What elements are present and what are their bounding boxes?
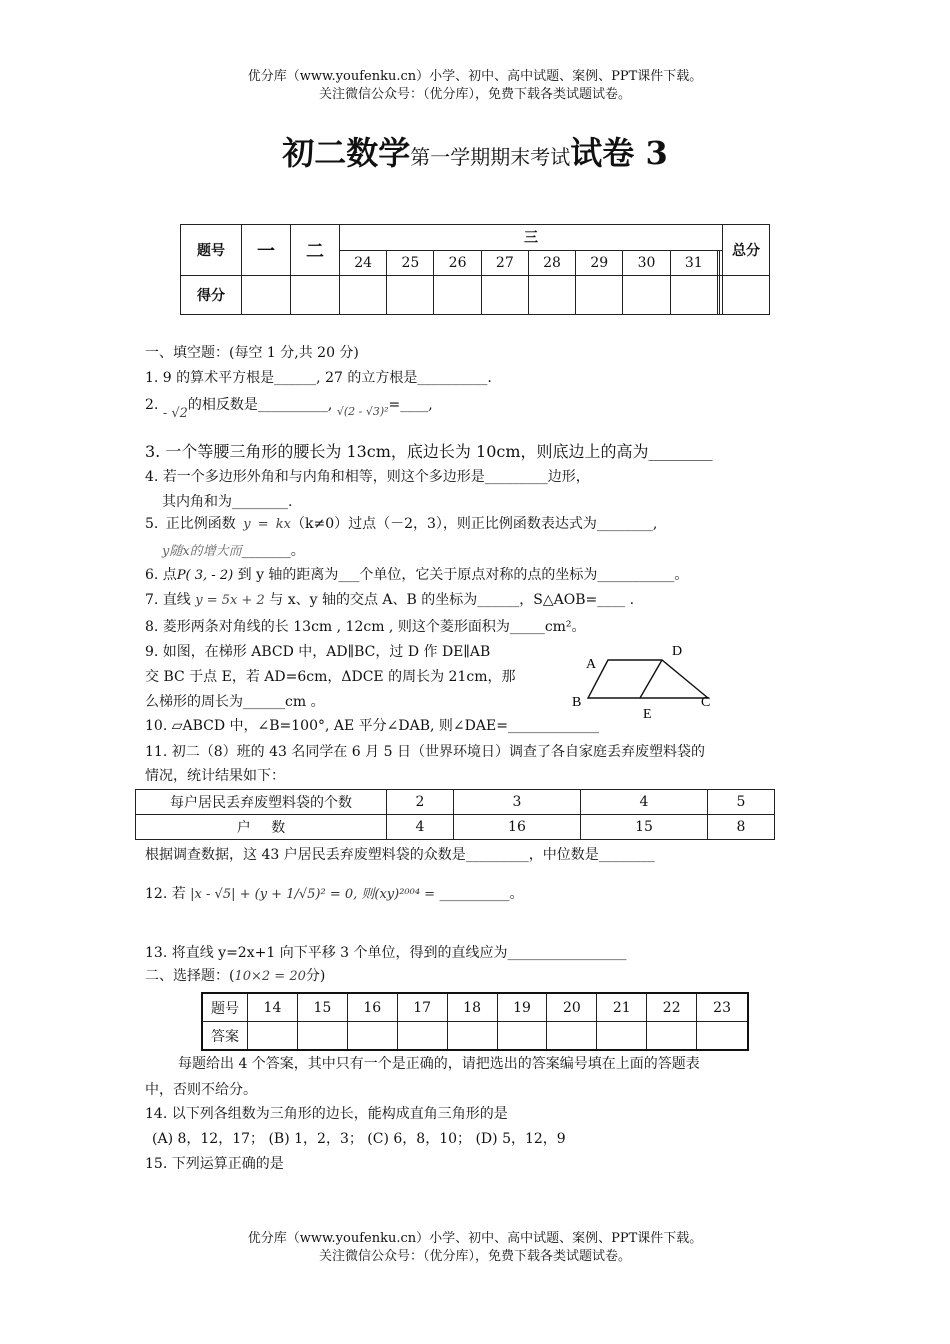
ans-tihao: 题号 [202,993,248,1022]
instruction-2: 中，否则不给分。 [145,1082,257,1098]
score-cell [623,276,670,315]
ans-num: 23 [697,993,748,1022]
question-5a: 5. 正比例函数 y = kx（k≠0）过点（－2，3），则正比例函数表达式为________, [145,516,658,532]
ans-num: 18 [447,993,497,1022]
survey-cell: 15 [580,815,707,840]
ans-cell[interactable] [497,1022,547,1051]
question-8: 8. 菱形两条对角线的长 13cm , 12cm , 则这个菱形面积为_____cm²。 [145,619,586,635]
ans-cell[interactable] [347,1022,397,1051]
score-num: 25 [387,250,434,276]
survey-cell: 8 [708,815,775,840]
score-num: 30 [623,250,670,276]
ans-num: 15 [297,993,347,1022]
ans-cell[interactable] [397,1022,447,1051]
score-san: 三 [340,225,723,251]
section-1-title: 一、填空题：(每空 1 分,共 20 分) [145,345,359,361]
question-4a: 4. 若一个多边形外角和与内角和相等，则这个多边形是_________边形， [145,469,590,485]
question-6: 6. 点P( 3, - 2) 到 y 轴的距离为___个单位，它关于原点对称的点的坐标为___________。 [145,567,689,583]
survey-cell: 2 [387,790,454,815]
question-11c: 根据调查数据，这 43 户居民丢弃废塑料袋的众数是_________，中位数是________ [145,847,655,863]
ans-num: 16 [347,993,397,1022]
ans-num: 19 [497,993,547,1022]
footer-line-1: 优分库（www.youfenku.cn）小学、初中、高中试题、案例、PPT课件下载。 [247,1231,703,1246]
score-yi: 一 [242,225,291,276]
score-zongfen: 总分 [723,225,770,276]
ans-cell[interactable] [447,1022,497,1051]
question-3: 3. 一个等腰三角形的腰长为 13cm，底边长为 10cm，则底边上的高为________ [145,442,713,461]
question-7: 7. 直线 y = 5x + 2 与 x、y 轴的交点 A、B 的坐标为______，S△AOB=____ . [145,592,635,608]
score-cell [576,276,623,315]
ans-num: 20 [547,993,597,1022]
answer-table [201,992,749,1051]
survey-cell: 3 [453,790,580,815]
trapezoid-shape [588,660,708,698]
label-a: A [586,657,597,672]
question-9b: 交 BC 于点 E，若 AD=6cm，ΔDCE 的周长为 21cm，那 [145,669,516,685]
score-num: 31 [670,250,717,276]
score-cell [723,276,770,315]
score-num: 26 [434,250,481,276]
score-cell [387,276,434,315]
ans-cell[interactable] [697,1022,748,1051]
score-num: 28 [528,250,575,276]
score-cell [242,276,291,315]
ans-cell[interactable] [297,1022,347,1051]
header-line-1: 优分库（www.youfenku.cn）小学、初中、高中试题、案例、PPT课件下载。 [247,69,703,84]
ans-num: 14 [248,993,298,1022]
score-cell [340,276,387,315]
question-4b: 其内角和为________. [162,494,293,510]
question-11a: 11. 初二（8）班的 43 名同学在 6 月 5 日（世界环境日）调查了各自家庭丢弃废塑料袋的 [145,744,705,760]
score-num: 27 [481,250,528,276]
header-line-2: 关注微信公众号：（优分库），免费下载各类试题试卷。 [318,87,631,102]
survey-table [135,789,775,840]
score-cell [481,276,528,315]
question-1: 1. 9 的算术平方根是______, 27 的立方根是__________. [145,370,492,386]
ans-cell[interactable] [647,1022,697,1051]
label-b: B [572,695,582,710]
survey-cell: 16 [453,815,580,840]
question-9c: 么梯形的周长为______cm 。 [145,694,325,710]
question-12: 12. 若 |x - √5| + (y + 1/√5)² = 0, 则(xy)²⁰⁰⁴ = __________。 [145,886,524,902]
survey-header: 户 数 [136,815,387,840]
ans-num: 21 [597,993,647,1022]
footer-line-2: 关注微信公众号：（优分库），免费下载各类试题试卷。 [318,1249,631,1264]
instruction-1: 每题给出 4 个答案，其中只有一个是正确的，请把选出的答案编号填在上面的答题表 [178,1056,700,1072]
score-er: 二 [291,225,340,276]
score-cell [670,276,717,315]
survey-header: 每户居民丢弃废塑料袋的个数 [136,790,387,815]
question-13: 13. 将直线 y=2x+1 向下平移 3 个单位，得到的直线应为_________________ [145,945,627,961]
trapezoid-figure [570,640,720,725]
survey-cell: 4 [387,815,454,840]
score-table [180,224,770,315]
question-14: 14. 以下列各组数为三角形的边长，能构成直角三角形的是 [145,1106,508,1122]
ans-daan: 答案 [202,1022,248,1051]
ans-cell[interactable] [547,1022,597,1051]
score-num: 24 [340,250,387,276]
question-2: 2. - √2的相反数是__________, $_{√(2 - √3)^2}$=____, [145,397,433,421]
score-defen: 得分 [181,276,242,315]
survey-cell: 5 [708,790,775,815]
question-14-options: (A) 8，12，17； (B) 1，2，3； (C) 6，8，10； (D) 5，12，9 [152,1131,566,1147]
score-num [720,250,723,276]
score-num: 29 [576,250,623,276]
page-title: 初二数学第一学期期末考试试卷 3 [282,134,668,172]
line-de [640,660,662,698]
question-11b: 情况，统计结果如下： [145,768,285,784]
question-9a: 9. 如图，在梯形 ABCD 中，AD∥BC，过 D 作 DE∥AB [145,644,491,660]
label-d: D [672,644,683,659]
score-cell [528,276,575,315]
ans-num: 22 [647,993,697,1022]
score-cell [291,276,340,315]
question-15: 15. 下列运算正确的是 [145,1156,284,1172]
label-c: C [701,695,711,710]
survey-cell: 4 [580,790,707,815]
label-e: E [643,707,652,722]
ans-cell[interactable] [248,1022,298,1051]
ans-cell[interactable] [597,1022,647,1051]
question-10: 10. ▱ABCD 中，∠B=100°, AE 平分∠DAB, 则∠DAE=_____________ [145,718,599,734]
score-cell [434,276,481,315]
ans-num: 17 [397,993,447,1022]
section-2-title: 二、选择题：(10×2 = 20分) [145,968,326,984]
score-tihao: 题号 [181,225,242,276]
question-5b: y随x的增大而_______。 [162,543,305,559]
